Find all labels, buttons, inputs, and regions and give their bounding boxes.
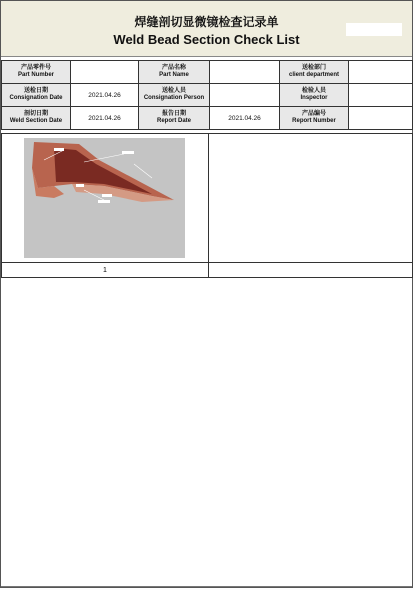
section-date-label-en: Weld Section Date <box>9 118 63 124</box>
part-name-label-cn: 产品名称 <box>161 65 186 71</box>
report-date-value: 2021.04.26 <box>210 107 280 130</box>
consignation-date-label <box>2 84 71 107</box>
header <box>1 1 412 57</box>
consignation-person-value <box>210 84 280 107</box>
client-department-label-en: client department <box>288 72 339 78</box>
inspector-label-en: Inspector <box>300 95 328 101</box>
weld-section-photo[interactable] <box>24 138 185 258</box>
report-date-label-cn: 报告日期 <box>161 111 186 117</box>
inspector-label-cn: 检验人员 <box>301 88 326 94</box>
part-name-label-en: Part Name <box>159 72 189 78</box>
info-table <box>1 60 413 130</box>
info-row <box>2 107 413 130</box>
report-date-label-en: Report Date <box>156 118 191 124</box>
weld-section-image <box>24 138 185 258</box>
part-number-value <box>71 61 139 84</box>
part-number-label-en: Part Number <box>17 72 54 78</box>
consignation-person-label-cn: 送检人员 <box>161 88 186 94</box>
section-date-label <box>2 107 71 130</box>
consignation-date-label-en: Consignation Date <box>9 95 63 101</box>
logo-placeholder <box>346 23 402 36</box>
photo-cell-empty <box>209 134 413 263</box>
client-department-value <box>349 61 413 84</box>
consignation-person-label <box>139 84 210 107</box>
photo-number-empty <box>209 263 413 278</box>
client-department-label <box>280 61 349 84</box>
report-number-label <box>280 107 349 130</box>
photo-number: 1 <box>2 263 209 278</box>
photo-row <box>2 134 413 263</box>
consignation-date-label-cn: 送检日期 <box>23 88 48 94</box>
title-english: Weld Bead Section Check List <box>113 32 300 47</box>
section-date-value: 2021.04.26 <box>71 107 139 130</box>
part-number-label <box>2 61 71 84</box>
inspector-label <box>280 84 349 107</box>
caption-row <box>2 263 413 278</box>
photo-grid <box>1 133 413 278</box>
info-row <box>2 84 413 107</box>
part-name-label <box>139 61 210 84</box>
photo-cell <box>2 134 209 263</box>
info-row <box>2 61 413 84</box>
title-chinese: 焊缝剖切显微镜检查记录单 <box>134 15 279 29</box>
inspector-value <box>349 84 413 107</box>
report-number-label-en: Report Number <box>292 118 336 124</box>
client-department-label-cn: 送检部门 <box>301 65 326 71</box>
bottom-border <box>1 586 412 587</box>
part-number-label-cn: 产品零件号 <box>20 65 51 71</box>
report-number-label-cn: 产品编号 <box>301 111 326 117</box>
report-date-label <box>139 107 210 130</box>
part-name-value <box>210 61 280 84</box>
report-number-value <box>349 107 413 130</box>
consignation-date-value: 2021.04.26 <box>71 84 139 107</box>
consignation-person-label-en: Consignation Person <box>143 95 205 101</box>
section-date-label-cn: 剖切日期 <box>23 111 48 117</box>
